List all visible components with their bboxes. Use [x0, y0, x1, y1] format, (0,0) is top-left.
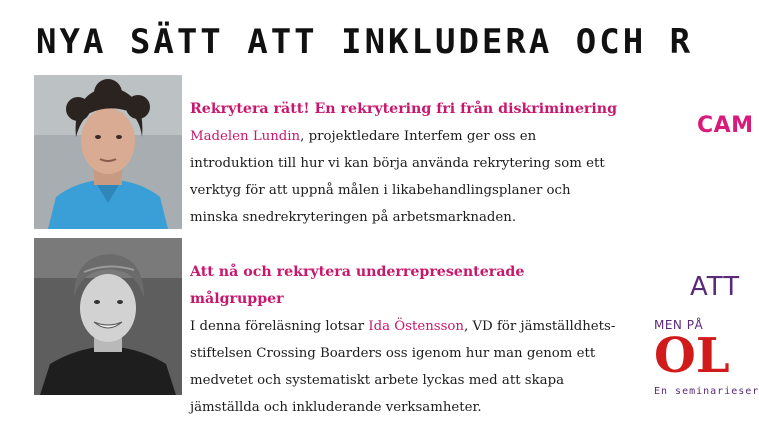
sidebar-logo-text: OL — [654, 328, 730, 384]
sidebar-men-pa-text: MEN PÅ — [654, 318, 704, 332]
speaker-photo-madelen-lundin — [34, 75, 182, 229]
entry-title: Rekrytera rätt! En rekrytering fri från diskriminering — [190, 101, 617, 117]
headline: NYA SÄTT ATT INKLUDERA OCH R — [36, 22, 694, 62]
sidebar-camp-text: CAM — [697, 113, 754, 138]
event-entry-2 — [190, 259, 620, 421]
sidebar-att-text: ATT — [690, 272, 741, 302]
entry-title: Att nå och rekrytera underrepresenterade målgrupper — [190, 264, 525, 307]
speaker-photo-ida-ostensson — [34, 238, 182, 395]
speaker-name: Ida Östensson — [368, 319, 464, 334]
entry-description: I denna föreläsning lotsar Ida Östensson, VD för jämställdhets-stiftelsen Crossing Boarders oss igenom hur man genom ett medvetet och systematiskt arbete lyckas med att skapa jämställda och inkluderande verksamheter. — [190, 319, 616, 415]
speaker-name: Madelen Lundin — [190, 129, 301, 144]
entry-description: Madelen Lundin, projektledare Interfem ger oss en introduktion till hur vi kan börja använda rekrytering som ett verktyg för att uppnå målen i likabehandlingsplaner och minska snedrekryteringen på arbetsmarknaden. — [190, 129, 605, 225]
event-entry-1 — [190, 96, 620, 231]
sidebar-seminar-text: En seminarieser — [654, 386, 759, 397]
